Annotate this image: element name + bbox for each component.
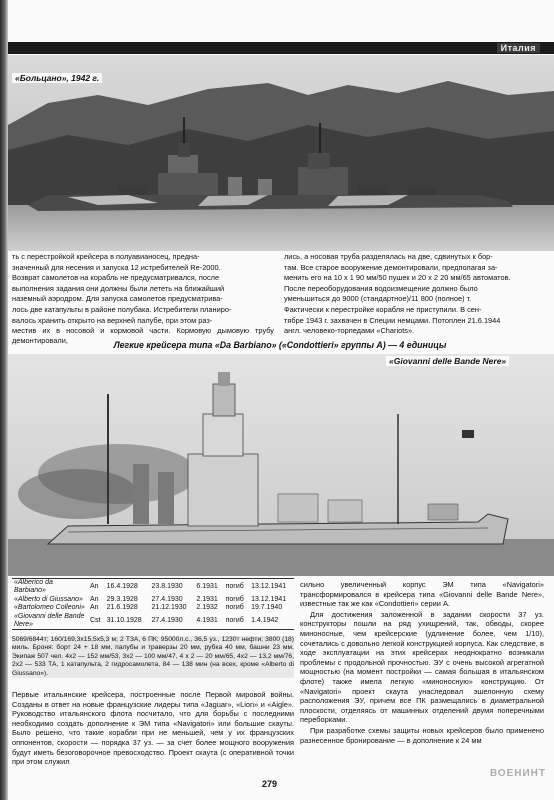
watermark: ВОЕНИНТ [489, 768, 546, 779]
ship-yard: An [90, 604, 99, 612]
ship-launched: 23.8.1930 [151, 583, 183, 591]
text-line: Возврат самолетов на корабль не предусматривался, после [12, 273, 220, 283]
text-line: местив их в носовой и кормовой части. Кормовую дымовую трубу демонтировали, [12, 326, 274, 345]
table-row [12, 604, 294, 612]
ship-name: «Alberico da Barbiano» [14, 579, 53, 595]
ship-laid: 21.6.1928 [106, 604, 138, 612]
photo-bande-nere [8, 354, 554, 576]
text-column-left-top [12, 252, 274, 346]
text-column-right-top [284, 252, 544, 337]
page-number: 279 [262, 779, 278, 789]
ship-fate-date: 19.7.1940 [251, 604, 283, 612]
text-line: валось хранить открыто на верхней палубе, при этом раз- [12, 315, 213, 325]
photo-bolzano [8, 55, 554, 251]
text-line: там. Все старое вооружение демонтировали, предполагая за- [284, 262, 498, 272]
text-line: значенный для несения и запуска 12 истребителей Re-2000. [12, 262, 221, 272]
ship-yard: Cst [90, 616, 101, 624]
text-line: наземный аэродром. Для запуска самолетов предусматрива- [12, 294, 223, 304]
ship-commissioned: 2.1931 [196, 595, 218, 603]
table-row [12, 579, 294, 596]
ships-table [12, 578, 294, 630]
ship-name: «Giovanni delle Bande Nere» [14, 612, 85, 629]
technical-specs: 5069/6844т; 160/169,3х15,5х5,3 м; 2 ТЗА, 6 ПК; 95000л.с., 36,5 уз., 1230т нефти; 3800 (18) миль. Броня: борт 24 + 18 мм, палубы и траверзы 20 мм, рубка 40 мм, башни 23 мм. Экипаж 507 чел. 4х2 — 152 мм/53, 3х2 — 100 мм/47, 4 х 2 — 20 мм/65, 4х2 — 13,2 мм/76, 2х2 — 533 ТА, 1 катапульта, 2 гидросамолета, 84 — 138 мин (на всех, кроме «Alberto di Giussano»). [12, 636, 294, 677]
text-line: уменьшиться до 9000 (стандартное)/11 800 (полное) т. [284, 294, 472, 304]
ship-name: «Alberto di Giussano» [14, 595, 83, 603]
section-heading: Легкие крейсера типа «Da Barbiano» («Condottieri» группы А) — 4 единицы [113, 340, 447, 350]
text-line: выполнения задания они должны были лететь на ближайший [12, 283, 225, 293]
text-line: англ. человеко-торпедами «Chariots». [284, 326, 415, 336]
ship-fate-date: 1.4.1942 [251, 616, 279, 624]
ship-commissioned: 4.1931 [196, 616, 218, 624]
text-line: Фактически к перестройке корабля не приступили. В сен- [284, 304, 482, 314]
text-line: лось две катапульты в районе полубака. Истребители планиро- [12, 304, 232, 314]
text-paragraph: При разработке схемы защиты новых крейсеров было применено разнесенное бронирование — в дополнение к 24 мм [300, 725, 544, 745]
text-line: ть с перестройкой крейсера в полуавианосец, предна- [12, 252, 200, 261]
ship-laid: 31.10.1928 [106, 616, 142, 624]
text-column-left-bottom [12, 690, 294, 768]
table-row [12, 613, 294, 630]
text-line: менить его на 10 х 1 90 мм/50 пушек и 20 х 2 20 мм/65 автоматов. [284, 273, 511, 283]
ship-fate-label: погиб [225, 583, 244, 591]
ship-yard: An [90, 583, 99, 591]
ship-commissioned: 6.1931 [196, 583, 218, 591]
photo-caption: «Больцано», 1942 г. [12, 73, 102, 83]
ship-fate-label: погиб [225, 604, 244, 612]
ship-yard: An [90, 595, 99, 603]
ship-launched: 27.4.1930 [151, 595, 183, 603]
header-bar [8, 42, 554, 54]
ship-commissioned: 2.1932 [196, 604, 218, 612]
text-line: тябре 1943 г. захвачен в Специи немцами. Потоплен 21.6.1944 [284, 315, 501, 325]
ship-fate-date: 13.12.1941 [251, 595, 287, 603]
text-line: лись, а носовая труба разделялась на две, сдвинутых к бор- [284, 252, 493, 261]
text-paragraph: Первые итальянские крейсера, построенные после Первой мировой войны. Созданы в ответ на новые французские лидеры типа «Jaguar», «Lion» и «Aigle». Руководство итальянского флота посчитало, что для борьбы с последними необходимо создать дополнение к ЭМ типа «Navigatori» или большие скауты. Было решено, что такие корабли при не меньшей, чем у их французских оппонентов, скорости — порядка 37 уз. — за счет более мощного вооружения будут иметь безоговорочное превосходство. Проект скаута (с оперативной точки при этом служил [12, 690, 294, 767]
ship-fate-date: 13.12.1941 [251, 583, 287, 591]
table-row [12, 596, 294, 604]
section-tag: Италия [497, 43, 540, 53]
ship-laid: 29.3.1928 [106, 595, 138, 603]
ship-laid: 16.4.1928 [106, 583, 138, 591]
ship-launched: 21.12.1930 [151, 604, 187, 612]
ship-fate-label: погиб [225, 616, 244, 624]
text-paragraph: Для достижения заложенной в задании скорости 37 уз. конструкторы пошли на ряд ухищрений, так, обводы, скорее миноносные, чем крейсерские (удлинение более, чем 1/10), сочетались с довольно легкой конструкцией корпуса. Как следствие, в ходе эксплуатации на этих крейсерах неоднократно возникали проблемы с продольной прочностью. ЭУ с очень высокой агрегатной мощностью (на момент постройки — самая большая в итальянском флоте) также имела легкую «миноносную» конструкцию. От «Navigatori» проект скаута унаследовал эшелонную схему расположения ЭУ, причем все ПК размещались в диаметральной плоскости, отделяясь от машинных отделений двумя поперечными переборками. [300, 609, 544, 725]
book-spine-shadow [0, 0, 8, 800]
photo-caption: «Giovanni delle Bande Nere» [386, 356, 509, 366]
ship-name: «Bartolomeo Colleoni» [14, 604, 85, 612]
ship-launched: 27.4.1930 [151, 616, 183, 624]
text-column-right-bottom [300, 580, 544, 746]
text-line: После переоборудования водоизмещение должно было [284, 283, 478, 293]
ship-fate-label: погиб [225, 595, 244, 603]
text-paragraph: сильно увеличенный корпус ЭМ типа «Navigatori» трансформировался в крейсера типа «Giovanni delle Bande Nere», известные так же как «Condottieri» серии А. [300, 580, 544, 609]
